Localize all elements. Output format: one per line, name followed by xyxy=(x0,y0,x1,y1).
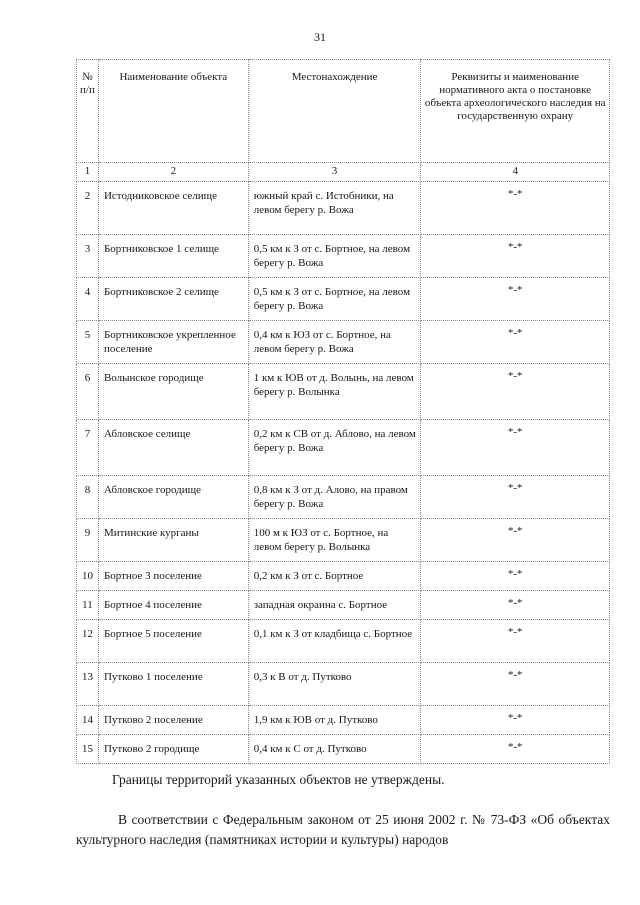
table-header-row xyxy=(77,60,610,163)
row-num: 10 xyxy=(77,562,99,591)
act-reference: *-* xyxy=(421,706,610,735)
object-location: 0,5 км к З от с. Бортное, на левом берегу р. Вожа xyxy=(248,278,421,321)
row-num: 14 xyxy=(77,706,99,735)
act-reference: *-* xyxy=(421,620,610,663)
column-index: 3 xyxy=(248,163,421,182)
column-index: 1 xyxy=(77,163,99,182)
column-index: 4 xyxy=(421,163,610,182)
table-row xyxy=(77,364,610,420)
act-reference: *-* xyxy=(421,235,610,278)
object-name: Бортниковское 2 селище xyxy=(98,278,248,321)
object-name: Бортниковское 1 селище xyxy=(98,235,248,278)
object-name: Путково 2 поселение xyxy=(98,706,248,735)
act-reference: *-* xyxy=(421,321,610,364)
act-reference: *-* xyxy=(421,735,610,764)
table-row xyxy=(77,706,610,735)
object-location: 100 м к ЮЗ от с. Бортное, на левом берегу р. Волынка xyxy=(248,519,421,562)
object-location: западная окраина с. Бортное xyxy=(248,591,421,620)
table-row xyxy=(77,235,610,278)
row-num: 12 xyxy=(77,620,99,663)
table-row xyxy=(77,476,610,519)
act-reference: *-* xyxy=(421,562,610,591)
object-name: Путково 2 городище xyxy=(98,735,248,764)
row-num: 8 xyxy=(77,476,99,519)
row-num: 2 xyxy=(77,182,99,235)
act-reference: *-* xyxy=(421,182,610,235)
object-name: Бортное 3 поселение xyxy=(98,562,248,591)
object-location: 1,9 км к ЮВ от д. Путково xyxy=(248,706,421,735)
archaeological-objects-table xyxy=(76,59,610,764)
object-name: Бортниковское укрепленное поселение xyxy=(98,321,248,364)
table-row xyxy=(77,620,610,663)
header-num: № п/п xyxy=(77,60,99,163)
act-reference: *-* xyxy=(421,420,610,476)
object-location: 0,8 км к З от д. Алово, на правом берегу р. Вожа xyxy=(248,476,421,519)
table-row xyxy=(77,182,610,235)
table-row xyxy=(77,519,610,562)
row-num: 4 xyxy=(77,278,99,321)
table-row xyxy=(77,420,610,476)
object-location: 0,4 км к ЮЗ от с. Бортное, на левом берегу р. Вожа xyxy=(248,321,421,364)
table-row xyxy=(77,591,610,620)
object-location: 0,5 км к З от с. Бортное, на левом берегу р. Вожа xyxy=(248,235,421,278)
law-reference-paragraph xyxy=(0,810,640,850)
object-name: Митинские курганы xyxy=(98,519,248,562)
object-name: Путково 1 поселение xyxy=(98,663,248,706)
object-name: Абловское селище xyxy=(98,420,248,476)
table-row xyxy=(77,278,610,321)
object-name: Истодниковское селище xyxy=(98,182,248,235)
table-row xyxy=(77,663,610,706)
row-num: 13 xyxy=(77,663,99,706)
act-reference: *-* xyxy=(421,591,610,620)
object-location: южный край с. Истобники, на левом берегу р. Вожа xyxy=(248,182,421,235)
table-row xyxy=(77,321,610,364)
act-reference: *-* xyxy=(421,278,610,321)
table-row xyxy=(77,562,610,591)
object-name: Бортное 4 поселение xyxy=(98,591,248,620)
object-name: Абловское городище xyxy=(98,476,248,519)
table-row xyxy=(77,735,610,764)
header-act: Реквизиты и наименование нормативного акта о постановке объекта археологического наследия на государственную охрану xyxy=(421,60,610,163)
object-name: Волынское городище xyxy=(98,364,248,420)
page-number: 31 xyxy=(314,30,326,44)
row-num: 11 xyxy=(77,591,99,620)
object-location: 0,4 км к С от д. Путково xyxy=(248,735,421,764)
object-location: 0,3 к В от д. Путково xyxy=(248,663,421,706)
row-num: 9 xyxy=(77,519,99,562)
object-location: 0,1 км к З от кладбища с. Бортное xyxy=(248,620,421,663)
header-location: Местонахождение xyxy=(248,60,421,163)
law-reference-text: В соответствии с Федеральным законом от 25 июня 2002 г. № 73-ФЗ «Об объектах культурного наследия (памятниках истории и культуры) народов xyxy=(76,812,610,847)
act-reference: *-* xyxy=(421,519,610,562)
object-location: 0,2 км к З от с. Бортное xyxy=(248,562,421,591)
object-location: 0,2 км к СВ от д. Аблово, на левом берегу р. Вожа xyxy=(248,420,421,476)
boundaries-note: Границы территорий указанных объектов не утверждены. xyxy=(112,772,445,787)
object-name: Бортное 5 поселение xyxy=(98,620,248,663)
column-index: 2 xyxy=(98,163,248,182)
header-name: Наименование объекта xyxy=(98,60,248,163)
object-location: 1 км к ЮВ от д. Волынь, на левом берегу р. Волынка xyxy=(248,364,421,420)
row-num: 5 xyxy=(77,321,99,364)
act-reference: *-* xyxy=(421,663,610,706)
row-num: 7 xyxy=(77,420,99,476)
row-num: 3 xyxy=(77,235,99,278)
column-index-row xyxy=(77,163,610,182)
row-num: 15 xyxy=(77,735,99,764)
row-num: 6 xyxy=(77,364,99,420)
act-reference: *-* xyxy=(421,476,610,519)
act-reference: *-* xyxy=(421,364,610,420)
